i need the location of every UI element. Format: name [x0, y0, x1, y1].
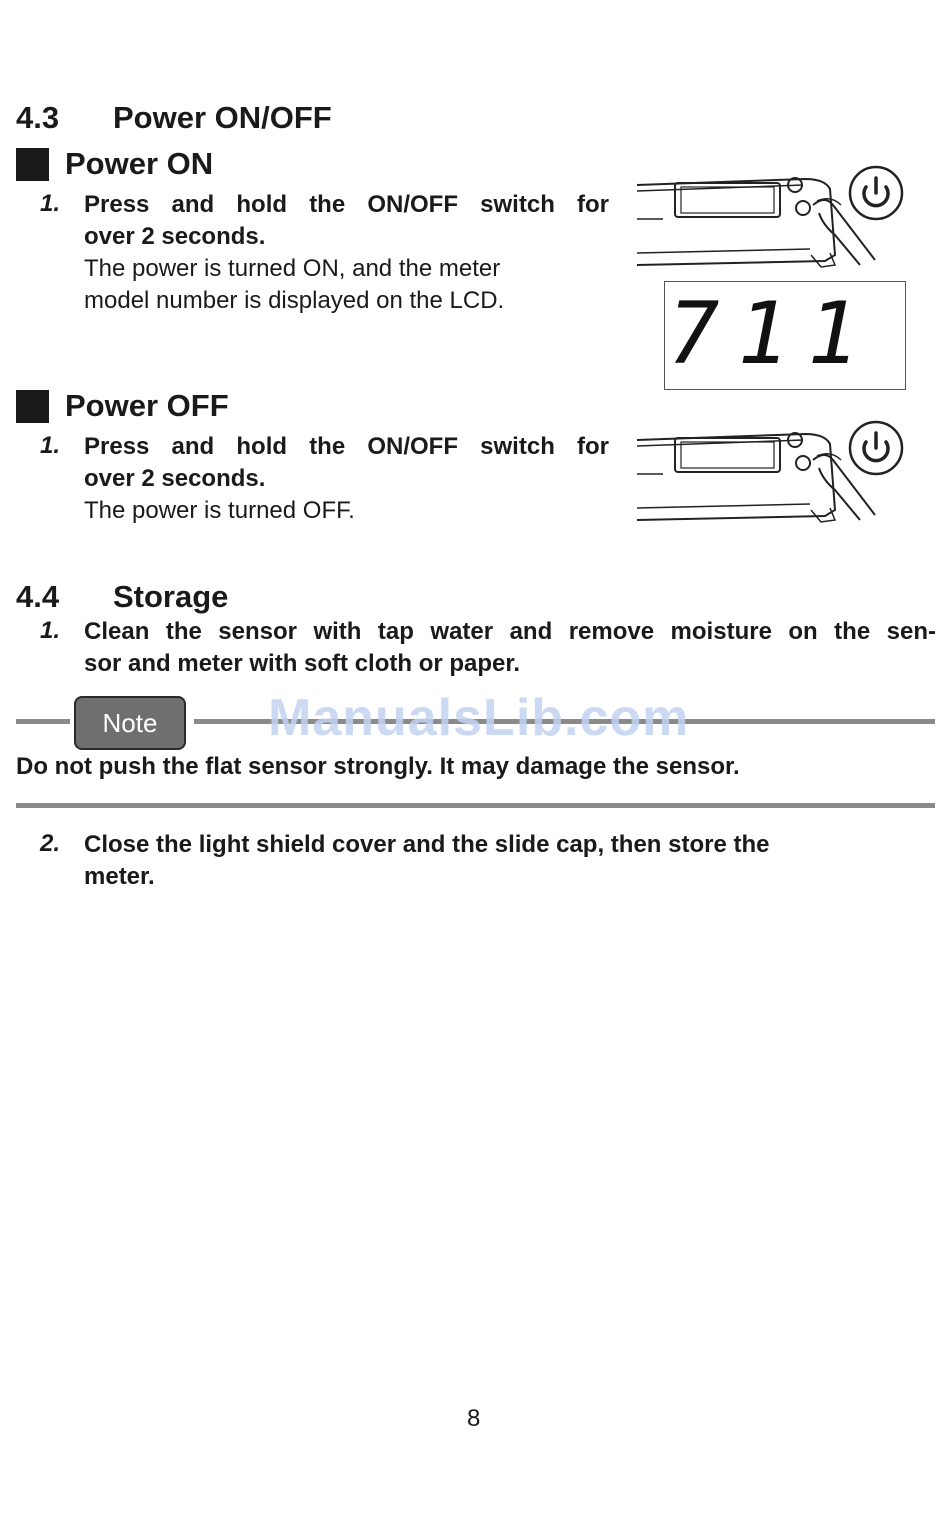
- power-on-step-text: [84, 189, 609, 317]
- power-off-step-text: [84, 431, 609, 527]
- lcd-value: 711: [667, 284, 877, 384]
- section-4-4-title: Storage: [113, 579, 229, 614]
- power-off-title: Power OFF: [65, 388, 229, 423]
- power-off-heading: [16, 388, 229, 424]
- power-on-heading: [16, 146, 213, 182]
- power-on-step-line4: model number is displayed on the LCD.: [84, 287, 505, 314]
- meter-illustration: [635, 165, 910, 275]
- square-bullet-icon: [16, 390, 49, 423]
- power-off-step-line3: The power is turned OFF.: [84, 497, 355, 524]
- section-4-3-number: 4.3: [16, 100, 60, 135]
- storage-step1-text: [84, 616, 936, 680]
- section-4-4-number: 4.4: [16, 579, 60, 614]
- section-4-3-title: Power ON/OFF: [113, 100, 332, 135]
- note-badge: Note: [74, 696, 186, 750]
- lcd-display: [664, 281, 906, 390]
- storage-step2-line1: Close the light shield cover and the slide cap, then store the: [84, 831, 770, 858]
- power-on-step-bold2: over 2 seconds.: [84, 223, 266, 250]
- step-number: 1.: [40, 617, 61, 644]
- note-rule-bottom: [16, 803, 935, 808]
- meter-illustration: [635, 420, 910, 530]
- storage-step2-text: [84, 829, 936, 893]
- power-off-step-bold1: Press and hold the ON/OFF switch for: [84, 433, 609, 460]
- storage-step1-line2: sor and meter with soft cloth or paper.: [84, 650, 521, 677]
- step-number: 1.: [40, 190, 61, 217]
- power-off-step-bold2: over 2 seconds.: [84, 465, 266, 492]
- power-on-step-bold1: Press and hold the ON/OFF switch for: [84, 191, 609, 218]
- step-number: 1.: [40, 432, 61, 459]
- square-bullet-icon: [16, 148, 49, 181]
- page-number: 8: [467, 1405, 481, 1432]
- power-on-title: Power ON: [65, 146, 214, 181]
- storage-step2-line2: meter.: [84, 863, 155, 890]
- storage-step1-line1: Clean the sensor with tap water and remove moisture on the sen-: [84, 618, 936, 645]
- step-number: 2.: [40, 830, 61, 857]
- note-text: Do not push the flat sensor strongly. It may damage the sensor.: [16, 753, 740, 780]
- power-on-step-line3: The power is turned ON, and the meter: [84, 255, 501, 282]
- watermark: ManualsLib.com: [268, 689, 690, 747]
- note-rule-left: [16, 719, 70, 724]
